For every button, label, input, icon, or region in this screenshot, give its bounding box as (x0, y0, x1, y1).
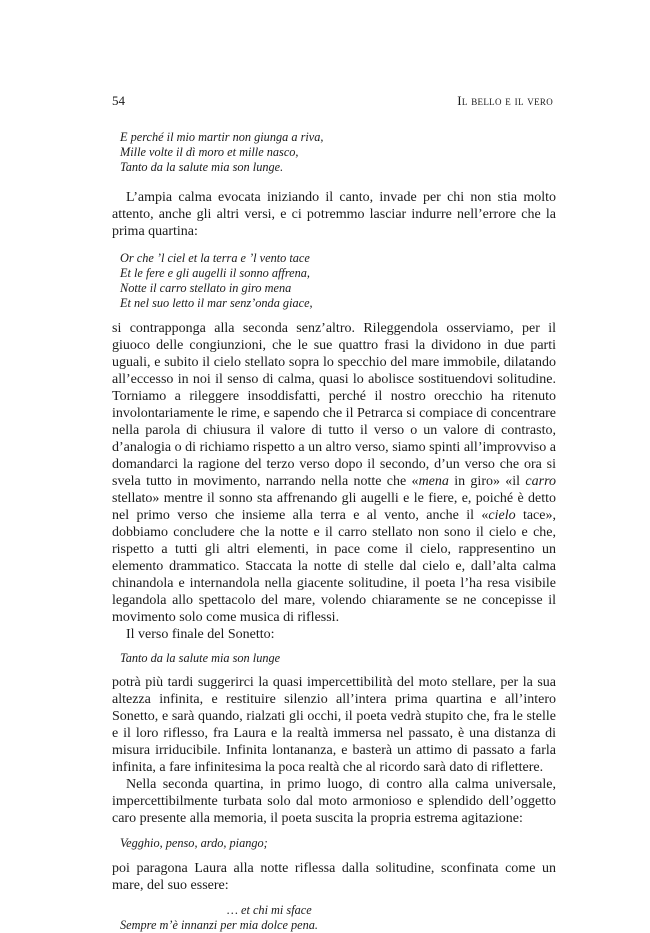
paragraph-2-text: stellato» mentre il sonno sta affrenando gli augelli e le fiere, e, poiché è detto nel primo verso che insieme alla terra e al vento, anche il « (112, 491, 556, 523)
verse-line: Tanto da la salute mia son lunge (120, 651, 281, 665)
paragraph-2-text: in giro» «il (448, 474, 526, 489)
paragraph-5: Nella seconda quartina, in primo luogo, di contro alla calma universale, impercettibilmente turbata solo dal moto armonioso e splendido dell’oggetto caro presente alla memoria, il poeta suscita la propria estrema agitazione: (112, 777, 556, 826)
paragraph-3: Il verso finale del Sonetto: (126, 627, 275, 642)
paragraph-4: potrà più tardi suggerirci la quasi impercettibilità del moto stellare, per la sua altezza infinita, e restituire silenzio all’intera prima quartina e all’intero Sonetto, e sarà quando, rialzati gli occhi, il poeta vedrà stupito che, fra le stelle e il loro riflesso, fra Laura e la realtà immersa nel passato, è una distanza di misura irriducibile. Infinita lontananza, e basterà un attimo di passato a farla infinita, a fare infinitesima la poca realtà che al ricordo sarà dato di riflettere. (112, 675, 556, 775)
emphasis-carro: carro (525, 474, 556, 489)
page-number: 54 (112, 93, 125, 108)
paragraph-6: poi paragona Laura alla notte riflessa dalla solitudine, sconfinata come un mare, del suo essere: (112, 861, 556, 893)
paragraph-1: L’ampia calma evocata iniziando il canto, invade per chi non stia molto attento, anche gli altri versi, e ci potremmo lasciar indurre nell’errore che la prima quartina: (112, 190, 556, 239)
verse-line: Tanto da la salute mia son lunge. (120, 160, 284, 174)
verse-line: E perché il mio martir non giunga a riva, (120, 130, 324, 144)
verse-line: Notte il carro stellato in giro mena (120, 281, 292, 295)
verse-block-3 (112, 651, 556, 666)
page-body (112, 128, 556, 933)
verse-block-4 (112, 836, 556, 851)
running-head: Il bello e il vero (457, 93, 553, 108)
emphasis-cielo: cielo (488, 508, 516, 523)
verse-line: Et nel suo letto il mar senz’onda giace, (120, 296, 313, 310)
verse-line: Or che ’l ciel et la terra e ’l vento tace (120, 251, 310, 265)
verse-line: Sempre m’è innanzi per mia dolce pena. (120, 918, 318, 932)
paragraph-2 (112, 320, 556, 626)
verse-block-1 (112, 130, 556, 175)
verse-block-2 (112, 251, 556, 311)
verse-line: Vegghio, penso, ardo, piango; (120, 836, 268, 850)
verse-line: Et le fere e gli augelli il sonno affrena, (120, 266, 311, 280)
emphasis-mena: mena (418, 474, 449, 489)
verse-line: Mille volte il dì moro et mille nasco, (120, 145, 299, 159)
paragraph-2-text: si contrapponga alla seconda senz’altro. Rileggendola osserviamo, per il giuoco delle congiunzioni, che le sue quattro frasi la dividono in due parti uguali, e subito il cielo stellato sopra lo specchio del mare immobile, dilatando all’eccesso in noi il senso di calma, quasi lo abolisce sostituendovi solitudine. Torniamo a rileggere insoddisfatti, perché il nostro orecchio ha ritenuto involontariamente le rime, e sapendo che il Petrarca si compiace di concentrare nella parola di chiusura il valore di tutto il verso o un valore di contrasto, d’analogia o di richiamo rispetto a un altro verso, siamo spinti all’improvviso a domandarci la ragione del terzo verso dopo il secondo, d’un verso che ora si svela tutto in movimento, narrando nella notte che « (112, 321, 556, 489)
verse-block-5 (112, 903, 556, 933)
verse-line: … et chi mi sface (227, 903, 312, 917)
paragraph-2-text: tace», dobbiamo concludere che la notte e il carro stellato non sono il cielo e che, rispetto a tutti gli altri elementi, in pace come il cielo, rappresentino un elemento drammatico. Staccata la notte di stelle dal cielo e, dall’alta calma chinandola e internandola nella giacente solitudine, il poeta l’ha resa visibile legandola allo spettacolo del mare, volendo chiaramente se ne concepisse il movimento solo come musica di riflessi. (112, 508, 556, 625)
